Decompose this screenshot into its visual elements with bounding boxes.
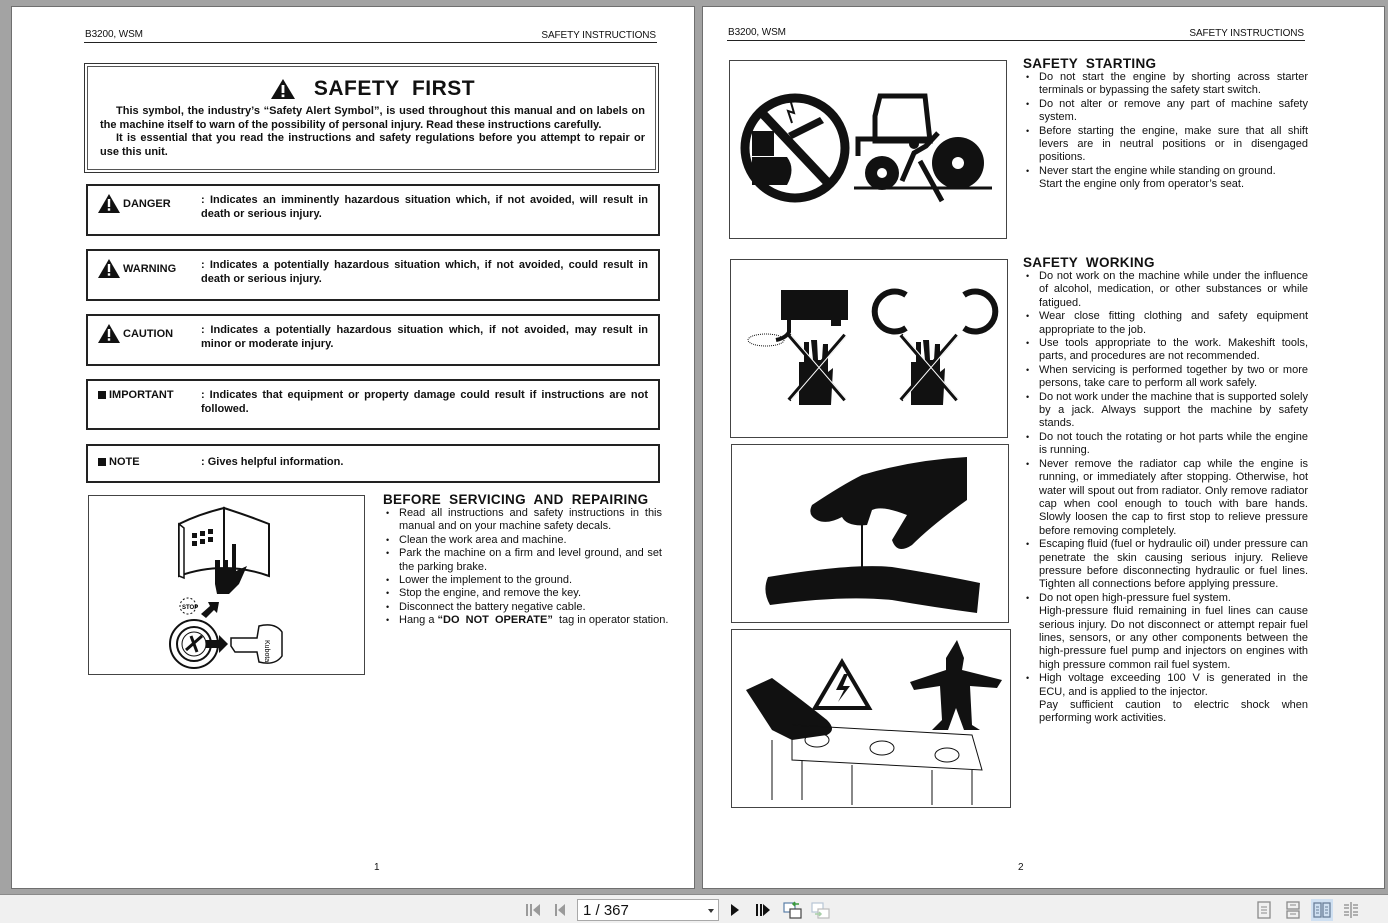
next-view-button[interactable]	[810, 899, 832, 921]
safety-starting-title: SAFETY STARTING	[1023, 56, 1157, 71]
list-item: • Read all instructions and safety instructions in this manual and on your machine safety decals.	[383, 507, 662, 534]
previous-view-button[interactable]	[782, 899, 804, 921]
signal-word-danger: DANGER : Indicates an imminently hazardous situation which, if not avoided, will result in death or serious injury.	[86, 184, 660, 236]
do-not-operate-text: “DO NOT OPERATE”	[437, 614, 553, 627]
signal-word-important: IMPORTANT : Indicates that equipment or property damage could result if instructions are not followed.	[86, 379, 660, 430]
signal-word-caution: CAUTION : Indicates a potentially hazardous situation which, if not avoided, may result in minor or moderate injury.	[86, 314, 660, 366]
previous-page-button[interactable]	[550, 899, 570, 921]
warning-triangle-icon	[98, 259, 120, 278]
page-number: 1	[374, 862, 380, 873]
list-item: • Disconnect the battery negative cable.	[383, 601, 662, 614]
page-header-left: B3200, WSM	[85, 29, 143, 40]
list-item: • Clean the work area and machine.	[383, 534, 662, 547]
next-page-button[interactable]	[726, 899, 744, 921]
figure-escaping-fluid	[731, 444, 1009, 623]
list-item: • Before starting the engine, make sure that all shift levers are in neutral positions or in disengaged positions.	[1023, 125, 1308, 165]
tractor-runover-hazard-icon	[854, 96, 992, 201]
page-header-right: SAFETY INSTRUCTIONS	[1189, 28, 1304, 39]
signal-word-warning: WARNING : Indicates a potentially hazardous situation which, if not avoided, could result in death or serious injury.	[86, 249, 660, 301]
svg-text:STOP: STOP	[182, 605, 199, 611]
safety-first-paragraph-1: This symbol, the industry’s “Safety Alert Symbol”, is used throughout this manual and on labels on the machine itself to warn of the possibility of personal injury. Read these instructions carefully.	[100, 105, 645, 131]
list-item: • Do not work under the machine that is supported solely by a jack. Always support the machine by safety stands.	[1023, 391, 1308, 431]
safety-first-paragraph-2: It is essential that you read the instructions and safety regulations before you attempt to repair or use this unit.	[100, 132, 645, 158]
next-view-icon	[811, 900, 831, 920]
before-servicing-section	[383, 492, 669, 628]
list-item: • Stop the engine, and remove the key.	[383, 587, 662, 600]
electric-hazard-triangle-icon	[815, 662, 869, 708]
first-page-icon	[524, 902, 542, 918]
single-page-view-button[interactable]	[1253, 899, 1275, 921]
facing-view-icon	[1313, 901, 1331, 919]
continuous-view-icon	[1285, 901, 1301, 919]
figure-read-manual-remove-key	[88, 495, 365, 675]
safety-working-title: SAFETY WORKING	[1023, 255, 1155, 270]
safety-starting-section	[1023, 57, 1308, 192]
no-shorting-prohibition-icon	[745, 98, 845, 198]
signal-word-note: NOTE : Gives helpful information.	[86, 444, 660, 483]
continuous-facing-view-icon	[1342, 901, 1360, 919]
page-header-left: B3200, WSM	[728, 27, 786, 38]
header-rule	[727, 40, 1305, 41]
previous-page-icon	[553, 902, 567, 918]
figure-high-voltage	[731, 629, 1011, 808]
list-item: • High voltage exceeding 100 V is generated in the ECU, and is applied to the injector. Pay sufficient caution to electric shock when performing work activities.	[1023, 672, 1308, 726]
list-item: • Wear close fitting clothing and safety equipment appropriate to the job.	[1023, 310, 1308, 337]
hose-icon	[765, 566, 980, 613]
chevron-down-icon[interactable]	[708, 909, 714, 913]
list-item: • Park the machine on a firm and level ground, and set the parking brake.	[383, 547, 662, 574]
danger-triangle-icon	[98, 194, 120, 213]
list-item: • Do not work on the machine while under the influence of alcohol, medication, or other substances or while fatigued.	[1023, 270, 1308, 310]
no-touch-hand-icon	[901, 335, 959, 405]
last-page-icon	[754, 902, 772, 918]
list-item: • Do not alter or remove any part of machine safety system.	[1023, 98, 1308, 125]
continuous-view-button[interactable]	[1282, 899, 1304, 921]
rotating-parts-icon	[875, 292, 996, 332]
list-item: • Never start the engine while standing on ground. Start the engine only from operator’s seat.	[1023, 165, 1308, 192]
list-item: • Never remove the radiator cap while the engine is running, or immediately after stopping. Otherwise, hot water will spout out from radiator. Only remove radiator cap when cool enough to touch with bare hands. Slowly loosen the cap to first stop to relieve pressure before removing completely.	[1023, 458, 1308, 538]
hand-icon	[810, 457, 967, 549]
continuous-facing-view-button[interactable]	[1340, 899, 1362, 921]
facing-view-button[interactable]	[1311, 899, 1333, 921]
list-item: • Do not touch the rotating or hot parts while the engine is running.	[1023, 431, 1308, 458]
list-item: • Do not start the engine by shorting across starter terminals or bypassing the safety start switch.	[1023, 71, 1308, 98]
page-indicator: 1 / 367	[583, 901, 629, 919]
pdf-page-2	[702, 6, 1385, 889]
caution-triangle-icon	[98, 324, 120, 343]
single-page-view-icon	[1256, 901, 1272, 919]
figure-safety-starting	[729, 60, 1007, 239]
safety-first-title: SAFETY FIRST	[100, 77, 645, 101]
list-item: • Escaping fluid (fuel or hydraulic oil) under pressure can penetrate the skin causing serious injury. Relieve pressure before disconnecting hydraulic or fuel lines. Tighten all connections before applying pressure.	[1023, 538, 1308, 592]
electrocuted-person-icon	[910, 640, 1002, 730]
no-touch-hand-icon	[789, 335, 847, 405]
last-page-button[interactable]	[752, 899, 774, 921]
page-number-combobox[interactable]	[577, 899, 719, 921]
list-item: • When servicing is performed together by two or more persons, take care to perform all work safely.	[1023, 364, 1308, 391]
list-item: • Hang a “DO NOT OPERATE” tag in operator station.	[383, 614, 662, 627]
page-header-right: SAFETY INSTRUCTIONS	[541, 30, 656, 41]
header-rule	[84, 42, 657, 43]
previous-view-icon	[783, 900, 803, 920]
list-item: • Lower the implement to the ground.	[383, 574, 662, 587]
safety-first-box	[84, 63, 659, 173]
hot-surface-icon	[748, 290, 848, 346]
next-page-icon	[729, 902, 741, 918]
figure-hot-rotating-parts	[730, 259, 1008, 438]
safety-working-section	[1023, 256, 1308, 726]
svg-text:Kubota: Kubota	[263, 640, 270, 663]
stop-ignition-key-icon	[170, 598, 282, 668]
important-square-icon	[98, 391, 106, 399]
list-item: • Do not open high-pressure fuel system. High-pressure fluid remaining in fuel lines can cause serious injury. Do not disconnect or attempt repair fuel lines, sensors, or any other components between the high-pressure fuel pump and injectors on engines with high pressure common rail fuel system.	[1023, 592, 1308, 672]
pdf-page-1	[11, 6, 695, 889]
first-page-button[interactable]	[522, 899, 544, 921]
navigation-toolbar	[0, 894, 1388, 923]
note-square-icon	[98, 458, 106, 466]
safety-alert-triangle-icon	[270, 78, 296, 100]
before-servicing-title: BEFORE SERVICING AND REPAIRING	[383, 492, 649, 507]
list-item: • Use tools appropriate to the work. Makeshift tools, parts, and procedures are not recommended.	[1023, 337, 1308, 364]
page-number: 2	[1018, 862, 1024, 873]
